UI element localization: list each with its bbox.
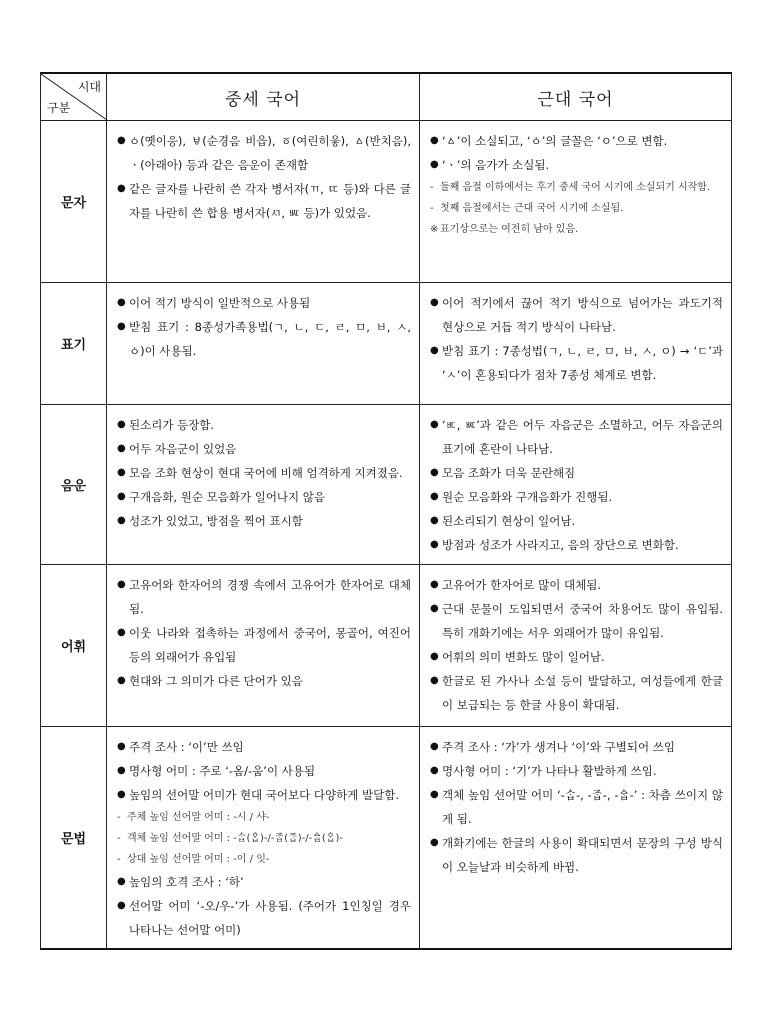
item-text: 객체 높임 선어말 어미 ‘-ᄉᆞᆸ-, -ᄌᆞᆸ-, -ᅀᆞᆸ-’ : 차츰 쓰이지 않게 됨. [442, 788, 723, 826]
item-text: 방점과 성조가 사라지고, 음의 장단으로 변화함. [442, 538, 679, 552]
sub-note [117, 828, 411, 849]
dash-marker: - [117, 833, 121, 844]
list-item [430, 735, 723, 759]
corner-header-cell [41, 73, 107, 121]
item-text: 높임의 선어말 어미가 현대 국어보다 다양하게 발달함. [129, 788, 399, 802]
item-text: 선어말 어미 ‘-오/우-’가 사용됨. (주어가 1인칭일 경우 나타나는 선어말 어미) [129, 899, 411, 937]
bullet-icon: ● [117, 579, 126, 590]
item-text: 현대와 그 의미가 다른 단어가 있음 [129, 674, 303, 688]
list-item [117, 894, 411, 942]
list-item [430, 129, 723, 153]
bullet-icon: ● [430, 837, 439, 848]
table-row [41, 121, 732, 283]
item-text: 된소리가 등장함. [129, 418, 215, 432]
item-text: 명사형 어미 : 주로 ‘-옴/-움’이 사용됨 [129, 764, 316, 778]
sub-note [430, 198, 723, 219]
bullet-icon: ● [117, 491, 126, 502]
bullet-icon: ● [117, 627, 126, 638]
bullet-icon: ● [117, 675, 126, 686]
table-row [41, 727, 732, 950]
era-label: 시대 [77, 80, 101, 94]
item-text: 된소리되기 현상이 일어남. [442, 514, 576, 528]
middle-korean-cell [107, 565, 420, 727]
item-text: 주체 높임 선어말 어미 : -시 / 샤- [127, 812, 270, 823]
item-text: 표기상으로는 여전히 남아 있음. [440, 224, 579, 235]
table-row [41, 283, 732, 405]
sub-note [430, 219, 723, 240]
item-text: 받침 표기 : 8종성가족용법(ㄱ, ㄴ, ㄷ, ㄹ, ㅁ, ㅂ, ㅅ, ㆁ)이 사용됨. [129, 320, 411, 358]
bullet-list [430, 413, 723, 557]
bullet-icon: ● [430, 135, 439, 146]
list-item [430, 831, 723, 879]
middle-korean-header: 중세 국어 [107, 73, 420, 121]
modern-korean-cell [420, 283, 732, 405]
bullet-icon: ● [117, 876, 126, 887]
modern-korean-cell [420, 727, 732, 950]
list-item [117, 870, 411, 894]
item-text: 상대 높임 선어말 어미 : -이 / 잇- [127, 854, 270, 865]
item-text: 같은 글자를 나란히 쓴 각자 병서자(ㄲ, ㄸ 등)와 다른 글자를 나란히 쓴 합용 병서자(ㅺ, ㅵ 등)가 있었음. [129, 182, 411, 220]
list-item [430, 573, 723, 597]
list-item [430, 645, 723, 669]
middle-korean-cell [107, 283, 420, 405]
item-text: 주격 조사 : ‘이’만 쓰임 [129, 740, 244, 754]
bullet-icon: ● [430, 765, 439, 776]
modern-korean-cell [420, 565, 732, 727]
list-item [117, 509, 411, 533]
list-item [430, 485, 723, 509]
list-item [117, 783, 411, 807]
middle-korean-cell [107, 121, 420, 283]
bullet-list [430, 291, 723, 387]
item-text: 이어 적기에서 끊어 적기 방식으로 넘어가는 과도기적 현상으로 거듭 적기 방식이 나타남. [442, 296, 723, 334]
item-text: 개화기에는 한글의 사용이 확대되면서 문장의 구성 방식이 오늘날과 비슷하게 바뀜. [442, 836, 723, 874]
list-item [430, 509, 723, 533]
bullet-icon: ● [430, 491, 439, 502]
item-text: 명사형 어미 : ‘기’가 나타나 활발하게 쓰임. [442, 764, 657, 778]
row-category: 어휘 [41, 565, 107, 727]
bullet-icon: ● [430, 603, 439, 614]
bullet-list [430, 129, 723, 240]
bullet-icon: ● [117, 135, 126, 146]
bullet-icon: ● [430, 467, 439, 478]
bullet-icon: ● [117, 900, 126, 911]
list-item [117, 437, 411, 461]
bullet-list [430, 735, 723, 879]
list-item [117, 485, 411, 509]
list-item [117, 759, 411, 783]
bullet-list [117, 129, 411, 225]
row-category: 문법 [41, 727, 107, 950]
bullet-icon: ● [430, 345, 439, 356]
row-category: 문자 [41, 121, 107, 283]
list-item [117, 573, 411, 621]
row-category: 음운 [41, 405, 107, 565]
list-item [430, 669, 723, 717]
list-item [117, 315, 411, 363]
list-item [430, 461, 723, 485]
item-text: 객체 높임 선어말 어미 : -ᄉᆞᆸ(ᅌᆞᆸ)-/-ᄌᆞᆸ(ᅐᆞᆸ)-/-ᅀᆞᆸ(ᅌᆞᆸ)- [127, 833, 343, 844]
item-text: 받침 표기 : 7종성법(ㄱ, ㄴ, ㄹ, ㅁ, ㅂ, ㅅ, ㅇ) → ‘ㄷ’과 ‘ㅅ’이 혼용되다가 점차 7종성 체계로 변함. [442, 344, 723, 382]
list-item [117, 621, 411, 669]
bullet-icon: ● [117, 419, 126, 430]
bullet-icon: ● [117, 297, 126, 308]
modern-korean-header: 근대 국어 [420, 73, 732, 121]
bullet-icon: ● [430, 651, 439, 662]
bullet-icon: ● [430, 675, 439, 686]
dash-marker: - [430, 182, 434, 193]
item-text: 모음 조화 현상이 현대 국어에 비해 엄격하게 지켜졌음. [129, 466, 403, 480]
bullet-icon: ● [430, 159, 439, 170]
bullet-icon: ● [117, 789, 126, 800]
list-item [430, 783, 723, 831]
item-text: 어두 자음군이 있었음 [129, 442, 237, 456]
bullet-icon: ● [430, 419, 439, 430]
dash-marker: ※ [430, 224, 439, 235]
list-item [117, 129, 411, 177]
sub-note [117, 849, 411, 870]
list-item [430, 153, 723, 177]
list-item [117, 291, 411, 315]
table-row [41, 565, 732, 727]
modern-korean-cell [420, 121, 732, 283]
category-label: 구분 [47, 101, 71, 115]
list-item [430, 413, 723, 461]
item-text: 높임의 호격 조사 : ‘하’ [129, 875, 244, 889]
bullet-icon: ● [430, 789, 439, 800]
table-row [41, 405, 732, 565]
bullet-icon: ● [117, 467, 126, 478]
item-text: 이어 적기 방식이 일반적으로 사용됨 [129, 296, 311, 310]
bullet-list [117, 291, 411, 363]
bullet-icon: ● [430, 741, 439, 752]
bullet-list [117, 735, 411, 942]
middle-korean-cell [107, 405, 420, 565]
item-text: 어휘의 의미 변화도 많이 일어남. [442, 650, 605, 664]
list-item [430, 759, 723, 783]
list-item [117, 413, 411, 437]
item-text: 한글로 된 가사나 소설 등이 발달하고, 여성들에게 한글이 보급되는 등 한글 사용이 확대됨. [442, 674, 723, 712]
item-text: 고유어와 한자어의 경쟁 속에서 고유어가 한자어로 대체됨. [129, 578, 411, 616]
bullet-list [117, 573, 411, 693]
bullet-icon: ● [117, 741, 126, 752]
sub-note [117, 807, 411, 828]
dash-marker: - [117, 812, 121, 823]
list-item [117, 177, 411, 225]
list-item [430, 339, 723, 387]
item-text: 모음 조화가 더욱 문란해짐 [442, 466, 576, 480]
item-text: 성조가 있었고, 방점을 찍어 표시함 [129, 514, 303, 528]
list-item [117, 735, 411, 759]
dash-marker: - [117, 854, 121, 865]
item-text: ‘ㅿ’이 소실되고, ‘ㆁ’의 글꼴은 ‘ㅇ’으로 변함. [442, 134, 668, 148]
row-category: 표기 [41, 283, 107, 405]
list-item [430, 533, 723, 557]
table-body [41, 121, 732, 950]
list-item [117, 669, 411, 693]
item-text: 원순 모음화와 구개음화가 진행됨. [442, 490, 613, 504]
bullet-icon: ● [117, 515, 126, 526]
item-text: 첫째 음절에서는 근대 국어 시기에 소실됨. [440, 203, 624, 214]
list-item [117, 461, 411, 485]
bullet-icon: ● [430, 515, 439, 526]
list-item [430, 291, 723, 339]
bullet-icon: ● [117, 443, 126, 454]
item-text: 구개음화, 원순 모음화가 일어나지 않음 [129, 490, 326, 504]
bullet-list [117, 413, 411, 533]
item-text: ‘ㅳ, ㅵ’과 같은 어두 자음군은 소멸하고, 어두 자음군의 표기에 혼란이 나타남. [442, 418, 723, 456]
list-item [430, 597, 723, 645]
modern-korean-cell [420, 405, 732, 565]
item-text: ㆁ(옛이응), ㅸ(순경음 비읍), ㆆ(여린히읗), ㅿ(반치음), ㆍ(아래아) 등과 같은 음운이 존재함 [129, 134, 411, 172]
bullet-list [430, 573, 723, 717]
bullet-icon: ● [117, 765, 126, 776]
middle-korean-cell [107, 727, 420, 950]
sub-note [430, 177, 723, 198]
item-text: 주격 조사 : ‘가’가 생겨나 ‘이’와 구별되어 쓰임 [442, 740, 675, 754]
bullet-icon: ● [117, 183, 126, 194]
item-text: 고유어가 한자어로 많이 대체됨. [442, 578, 602, 592]
bullet-icon: ● [430, 579, 439, 590]
dash-marker: - [430, 203, 434, 214]
table-header-row [41, 73, 732, 121]
bullet-icon: ● [430, 297, 439, 308]
comparison-table [40, 72, 732, 950]
item-text: 둘째 음절 이하에서는 후기 중세 국어 시기에 소실되기 시작함. [440, 182, 711, 193]
item-text: 이웃 나라와 접촉하는 과정에서 중국어, 몽골어, 여진어 등의 외래어가 유입됨 [129, 626, 411, 664]
bullet-icon: ● [430, 539, 439, 550]
item-text: ‘ㆍ’의 음가가 소실됨. [442, 158, 550, 172]
item-text: 근대 문물이 도입되면서 중국어 차용어도 많이 유입됨. 특히 개화기에는 서우 외래어가 많이 유입됨. [442, 602, 723, 640]
bullet-icon: ● [117, 321, 126, 332]
